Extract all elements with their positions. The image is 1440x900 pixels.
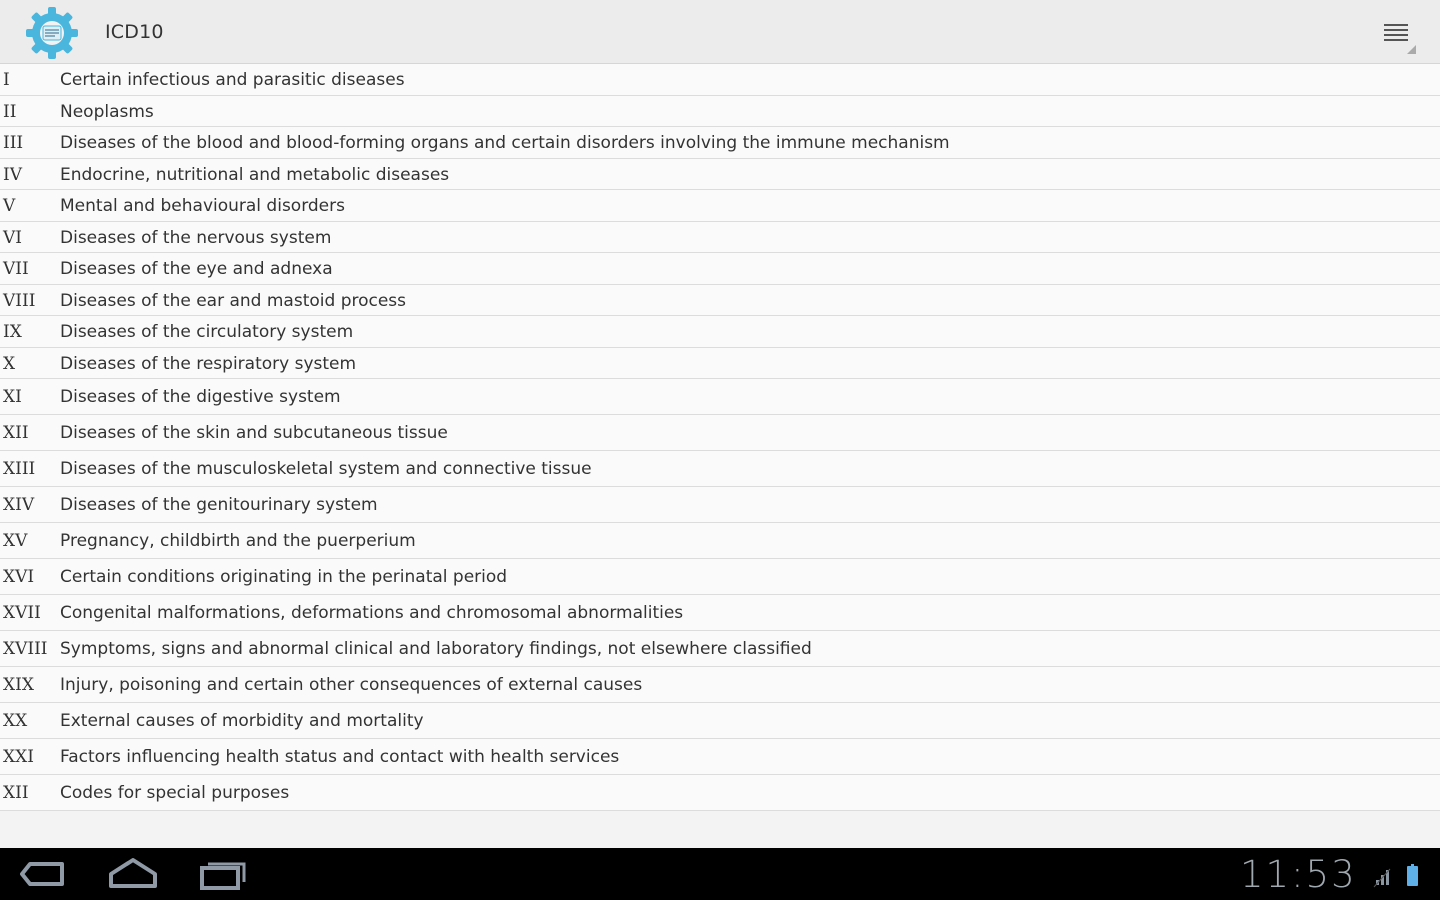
action-bar: [0, 0, 1440, 64]
recent-apps-button[interactable]: [198, 856, 248, 892]
chapter-number: XII: [3, 423, 29, 443]
chapter-title: Symptoms, signs and abnormal clinical and laboratory findings, not elsewhere classified: [60, 639, 812, 659]
back-icon: [18, 856, 68, 892]
chapter-row[interactable]: [0, 64, 1440, 96]
chapter-row[interactable]: [0, 159, 1440, 191]
chapter-title: Injury, poisoning and certain other consequences of external causes: [60, 675, 643, 695]
chapter-row[interactable]: [0, 222, 1440, 254]
battery-icon: [1407, 864, 1418, 886]
chapter-row[interactable]: [0, 523, 1440, 559]
chapter-title: Codes for special purposes: [60, 783, 290, 803]
chapter-number: XIII: [3, 459, 36, 479]
chapter-row[interactable]: [0, 253, 1440, 285]
chapter-row[interactable]: [0, 739, 1440, 775]
system-nav-bar: [0, 848, 1440, 900]
status-clock: 11:53: [1240, 853, 1357, 896]
chapter-number: IV: [3, 164, 22, 185]
chapter-number: V: [3, 196, 16, 216]
chapter-number: XVII: [3, 603, 41, 623]
home-button[interactable]: [106, 856, 160, 892]
chapter-number: XI: [3, 387, 22, 407]
chapter-row[interactable]: [0, 285, 1440, 317]
chapter-number: XVI: [3, 567, 35, 587]
chapter-number: XVIII: [3, 639, 48, 659]
chapter-row[interactable]: [0, 559, 1440, 595]
chapter-title: Diseases of the ear and mastoid process: [60, 290, 407, 311]
chapter-row[interactable]: [0, 127, 1440, 159]
chapter-title: Pregnancy, childbirth and the puerperium: [60, 531, 416, 551]
chapter-number: II: [3, 101, 17, 122]
chapter-number: XIV: [3, 495, 35, 515]
chapter-title: Mental and behavioural disorders: [60, 196, 345, 216]
chapter-title: External causes of morbidity and mortality: [60, 711, 424, 731]
chapter-title: Diseases of the respiratory system: [60, 353, 357, 374]
chapter-row[interactable]: [0, 316, 1440, 348]
chapter-number: VI: [3, 227, 22, 248]
chapter-row[interactable]: [0, 451, 1440, 487]
chapter-row[interactable]: [0, 595, 1440, 631]
chapter-title: Diseases of the nervous system: [60, 227, 332, 248]
chapter-list: [0, 64, 1440, 815]
chapter-title: Diseases of the musculoskeletal system and connective tissue: [60, 459, 592, 479]
chapter-title: Certain conditions originating in the perinatal period: [60, 567, 508, 587]
status-icons[interactable]: [1372, 860, 1432, 890]
chapter-row[interactable]: [0, 415, 1440, 451]
chapter-title: Factors influencing health status and contact with health services: [60, 747, 620, 767]
gear-logo-icon[interactable]: [24, 5, 80, 61]
overflow-menu-button[interactable]: [1378, 16, 1420, 56]
chapter-number: XXI: [3, 747, 34, 767]
chapter-row[interactable]: [0, 631, 1440, 667]
chapter-number: XII: [3, 783, 29, 803]
app-title: ICD10: [105, 21, 164, 43]
chapter-row[interactable]: [0, 487, 1440, 523]
home-icon: [106, 856, 160, 892]
chapter-row[interactable]: [0, 667, 1440, 703]
chapter-title: Endocrine, nutritional and metabolic diseases: [60, 164, 450, 185]
chapter-row[interactable]: [0, 775, 1440, 811]
chapter-row[interactable]: [0, 703, 1440, 739]
chapter-title: Diseases of the genitourinary system: [60, 495, 378, 515]
recent-apps-icon: [198, 856, 248, 892]
chapter-title: Neoplasms: [60, 101, 154, 122]
chapter-number: XX: [3, 711, 28, 731]
chapter-number: XV: [3, 531, 28, 551]
chapter-number: III: [3, 133, 24, 153]
chapter-row[interactable]: [0, 190, 1440, 222]
chapter-number: VIII: [3, 290, 36, 311]
chapter-title: Diseases of the circulatory system: [60, 322, 354, 342]
chapter-title: Diseases of the blood and blood-forming organs and certain disorders involving the immune mechanism: [60, 133, 950, 153]
chapter-title: Diseases of the digestive system: [60, 387, 341, 407]
chapter-title: Congenital malformations, deformations and chromosomal abnormalities: [60, 603, 684, 623]
chapter-number: IX: [3, 322, 22, 342]
chapter-title: Certain infectious and parasitic diseases: [60, 70, 405, 90]
chapter-number: XIX: [3, 675, 34, 695]
chapter-title: Diseases of the eye and adnexa: [60, 259, 333, 279]
chapter-row[interactable]: [0, 379, 1440, 415]
back-button[interactable]: [18, 856, 68, 892]
chapter-row[interactable]: [0, 348, 1440, 380]
chapter-number: VII: [3, 259, 29, 279]
chapter-number: I: [3, 70, 10, 90]
chapter-number: X: [3, 353, 16, 374]
wifi-signal-icon: [1374, 869, 1390, 887]
chapter-row[interactable]: [0, 96, 1440, 128]
chapter-title: Diseases of the skin and subcutaneous tissue: [60, 423, 448, 443]
